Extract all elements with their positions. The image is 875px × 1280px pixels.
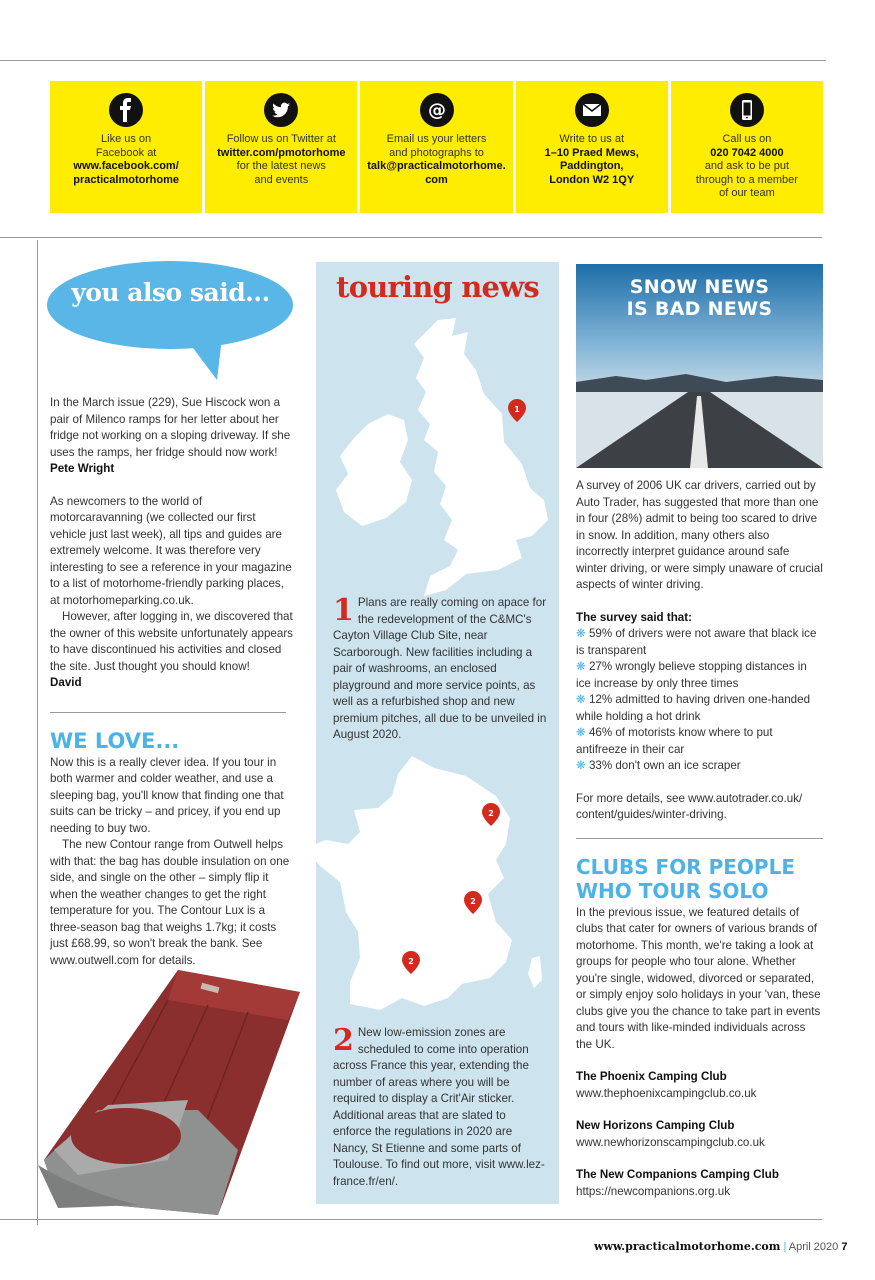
uk-map — [326, 314, 556, 604]
survey-bullet — [576, 758, 823, 775]
title-line: CLUBS FOR PEOPLE — [576, 854, 795, 879]
snowflake-icon: ❋ — [576, 726, 589, 739]
we-love-title: WE LOVE... — [50, 728, 180, 753]
title-line: WHO TOUR SOLO — [576, 878, 769, 903]
map-marker-label: 2 — [408, 957, 414, 966]
we-love-paragraph: Now this is a really clever idea. If you tour in both warmer and colder weather, and use a sleeping bag, you'll know that finding one that suits can be tricky – and pricey, if you end up needing to buy two. — [50, 755, 284, 835]
news-item-text: Plans are really coming on apace for the redevelopment of the C&MC's Cayton Village Club Site, near Scarborough. New facilities including a pair of washrooms, an enclosed playground and more service points, as well as a refurbished shop and new premium pitches, all due to be unveiled in August 2020. — [333, 596, 547, 741]
page-number: 7 — [841, 1241, 848, 1253]
bullet-text: 46% of motorists know where to put antifreeze in their car — [576, 726, 773, 756]
title-line: SNOW NEWS — [629, 276, 770, 298]
letter-text: However, after logging in, we discovered that the owner of this website unfortunately appears to have discontinued his activities and closed the site. Just thought you should know! — [50, 610, 293, 673]
facebook-link[interactable]: www.facebook.com/ — [73, 160, 179, 172]
item-number: 1 — [333, 593, 354, 628]
you-also-said-title: you also said... — [71, 278, 270, 307]
bullet-text: 12% admitted to having driven one-handed while holding a hot drink — [576, 693, 811, 723]
contact-line: and ask to be put — [704, 160, 790, 172]
sleeping-bag-image — [18, 960, 308, 1220]
news-item-1 — [333, 595, 547, 744]
item-number: 2 — [333, 1023, 354, 1058]
contact-phone — [671, 81, 823, 213]
survey-bullet — [576, 626, 823, 659]
twitter-link[interactable]: twitter.com/pmotorhome — [217, 146, 346, 159]
france-map — [300, 752, 562, 1022]
letter-signature: Pete Wright — [50, 462, 115, 475]
snowflake-icon: ❋ — [576, 693, 589, 706]
news-item-text: New low-emission zones are scheduled to come into operation across France this year, extending the number of areas where you will be required to display a Crit'Air sticker. Additional areas that are slated to enforce the regulations in 2020 are Nancy, St Etienne and some parts of Toulouse. To find out more, visit www.lez-france.fr/en/. — [333, 1026, 545, 1188]
club-url[interactable]: www.newhorizonscampingclub.co.uk — [576, 1135, 765, 1149]
contact-email — [360, 81, 512, 213]
phone-icon[interactable] — [730, 93, 764, 127]
contact-line: for the latest news — [236, 160, 326, 172]
survey-bullet — [576, 659, 823, 692]
snow-intro: A survey of 2006 UK car drivers, carried out by Auto Trader, has suggested that more than one in four (28%) admit to being too scared to drive in snow. In addition, many others also incorrectly interpret guidance around safe winter driving, or were simply unaware of crucial aspects of winter driving. — [576, 479, 823, 591]
contact-line: Like us on — [101, 133, 152, 145]
survey-bullet — [576, 725, 823, 758]
map-marker-label: 2 — [470, 897, 476, 906]
contact-line: Follow us on Twitter at — [226, 133, 336, 145]
club-name: New Horizons Camping Club — [576, 1119, 735, 1132]
right-column — [576, 264, 823, 1200]
snow-news-title — [576, 276, 823, 320]
facebook-icon[interactable] — [109, 93, 143, 127]
contact-post — [516, 81, 668, 213]
contact-band — [50, 81, 823, 213]
section-rule — [0, 237, 822, 238]
contact-line: and events — [254, 173, 309, 186]
footer-issue: April 2020 — [788, 1241, 839, 1253]
club-url[interactable]: www.thephoenixcampingclub.co.uk — [576, 1086, 757, 1100]
phone-number[interactable]: 020 7042 4000 — [710, 146, 784, 159]
we-love-paragraph: The new Contour range from Outwell helps with that: the bag has double insulation on one side, and single on the other – simply flip it when the weather changes to get the right temperature for you. The Contour Lux is a three-season bag that weighs 1.7kg; it costs just £68.99, so won't break the bank. See www.outwell.com for details. — [50, 838, 290, 967]
survey-bullet — [576, 692, 823, 725]
letters — [50, 395, 293, 692]
survey-heading: The survey said that: — [576, 610, 692, 624]
bullet-text: 33% don't own an ice scraper — [588, 759, 741, 772]
we-love-text — [50, 755, 293, 970]
top-rule — [0, 60, 826, 61]
column-rule — [576, 838, 823, 839]
map-marker-label: 1 — [514, 405, 520, 414]
address-line: London W2 1QY — [549, 173, 635, 186]
clubs-text — [576, 905, 823, 1201]
left-column — [50, 260, 293, 969]
snowflake-icon: ❋ — [576, 759, 589, 772]
bullet-text: 27% wrongly believe stopping distances in ice increase by only three times — [576, 660, 807, 690]
map-marker[interactable] — [508, 399, 526, 422]
envelope-icon — [575, 93, 609, 127]
page-footer — [594, 1240, 847, 1253]
email-link[interactable]: talk@practicalmotorhome. — [367, 160, 506, 172]
contact-twitter — [205, 81, 357, 213]
snow-news-text — [576, 478, 823, 824]
contact-line: Facebook at — [95, 146, 157, 159]
bullet-text: 59% of drivers were not aware that black ice is transparent — [576, 627, 817, 657]
footer-separator: | — [783, 1241, 787, 1253]
contact-line: of our team — [719, 187, 775, 199]
contact-facebook — [50, 81, 202, 213]
letter-signature: David — [50, 676, 82, 689]
touring-news-panel — [316, 262, 559, 1204]
svg-text:@: @ — [427, 100, 446, 121]
facebook-link[interactable]: practicalmotorhome — [73, 173, 179, 186]
club-name: The New Companions Camping Club — [576, 1168, 779, 1181]
clubs-title — [576, 855, 823, 903]
footer-site[interactable]: www.practicalmotorhome.com — [594, 1240, 781, 1253]
column-rule — [50, 712, 286, 713]
bottom-rule — [0, 1219, 822, 1220]
news-item-2 — [333, 1025, 547, 1190]
address-line: 1–10 Praed Mews, — [544, 146, 639, 159]
contact-line: Write to us at — [559, 133, 625, 145]
letter-text: As newcomers to the world of motorcaravanning (we collected our first vehicle just last week), all tips and guides are extremely welcome. It was therefore very interesting to see a reference in your magazine to a list of motorhome-friendly parking places, at motorhomeparking.co.uk. — [50, 494, 292, 607]
email-at-icon[interactable] — [420, 93, 454, 127]
twitter-icon[interactable] — [264, 93, 298, 127]
contact-line: through to a member — [695, 173, 798, 186]
snow-road-photo — [576, 264, 823, 468]
address-line: Paddington, — [559, 160, 624, 172]
snowflake-icon: ❋ — [576, 660, 589, 673]
speech-bubble — [47, 260, 294, 350]
email-link[interactable]: com — [425, 173, 448, 186]
contact-line: and photographs to — [389, 146, 484, 159]
club-name: The Phoenix Camping Club — [576, 1070, 727, 1083]
club-url[interactable]: https://newcompanions.org.uk — [576, 1184, 731, 1198]
touring-news-title: touring news — [336, 270, 539, 304]
contact-line: Email us your letters — [386, 133, 487, 145]
snowflake-icon: ❋ — [576, 627, 589, 640]
title-line: IS BAD NEWS — [626, 298, 773, 320]
letter-text: In the March issue (229), Sue Hiscock won a pair of Milenco ramps for her letter about her fridge not working on a sloping driveway. If she uses the ramps, her fridge should now work! — [50, 396, 291, 459]
clubs-intro: In the previous issue, we featured details of clubs that cater for owners of various brands of motorhome. This month, we're taking a look at groups for people who tour alone. Whether you're single, widowed, divorced or separated, or simply enjoy solo holidays in your 'van, these clubs give you the chance to take part in events and tours with like-minded individuals across the UK. — [576, 905, 821, 1051]
map-marker-label: 2 — [488, 809, 494, 818]
contact-line: Call us on — [722, 133, 772, 145]
more-details-link[interactable]: For more details, see www.autotrader.co.uk/ content/guides/winter-driving. — [576, 791, 803, 821]
